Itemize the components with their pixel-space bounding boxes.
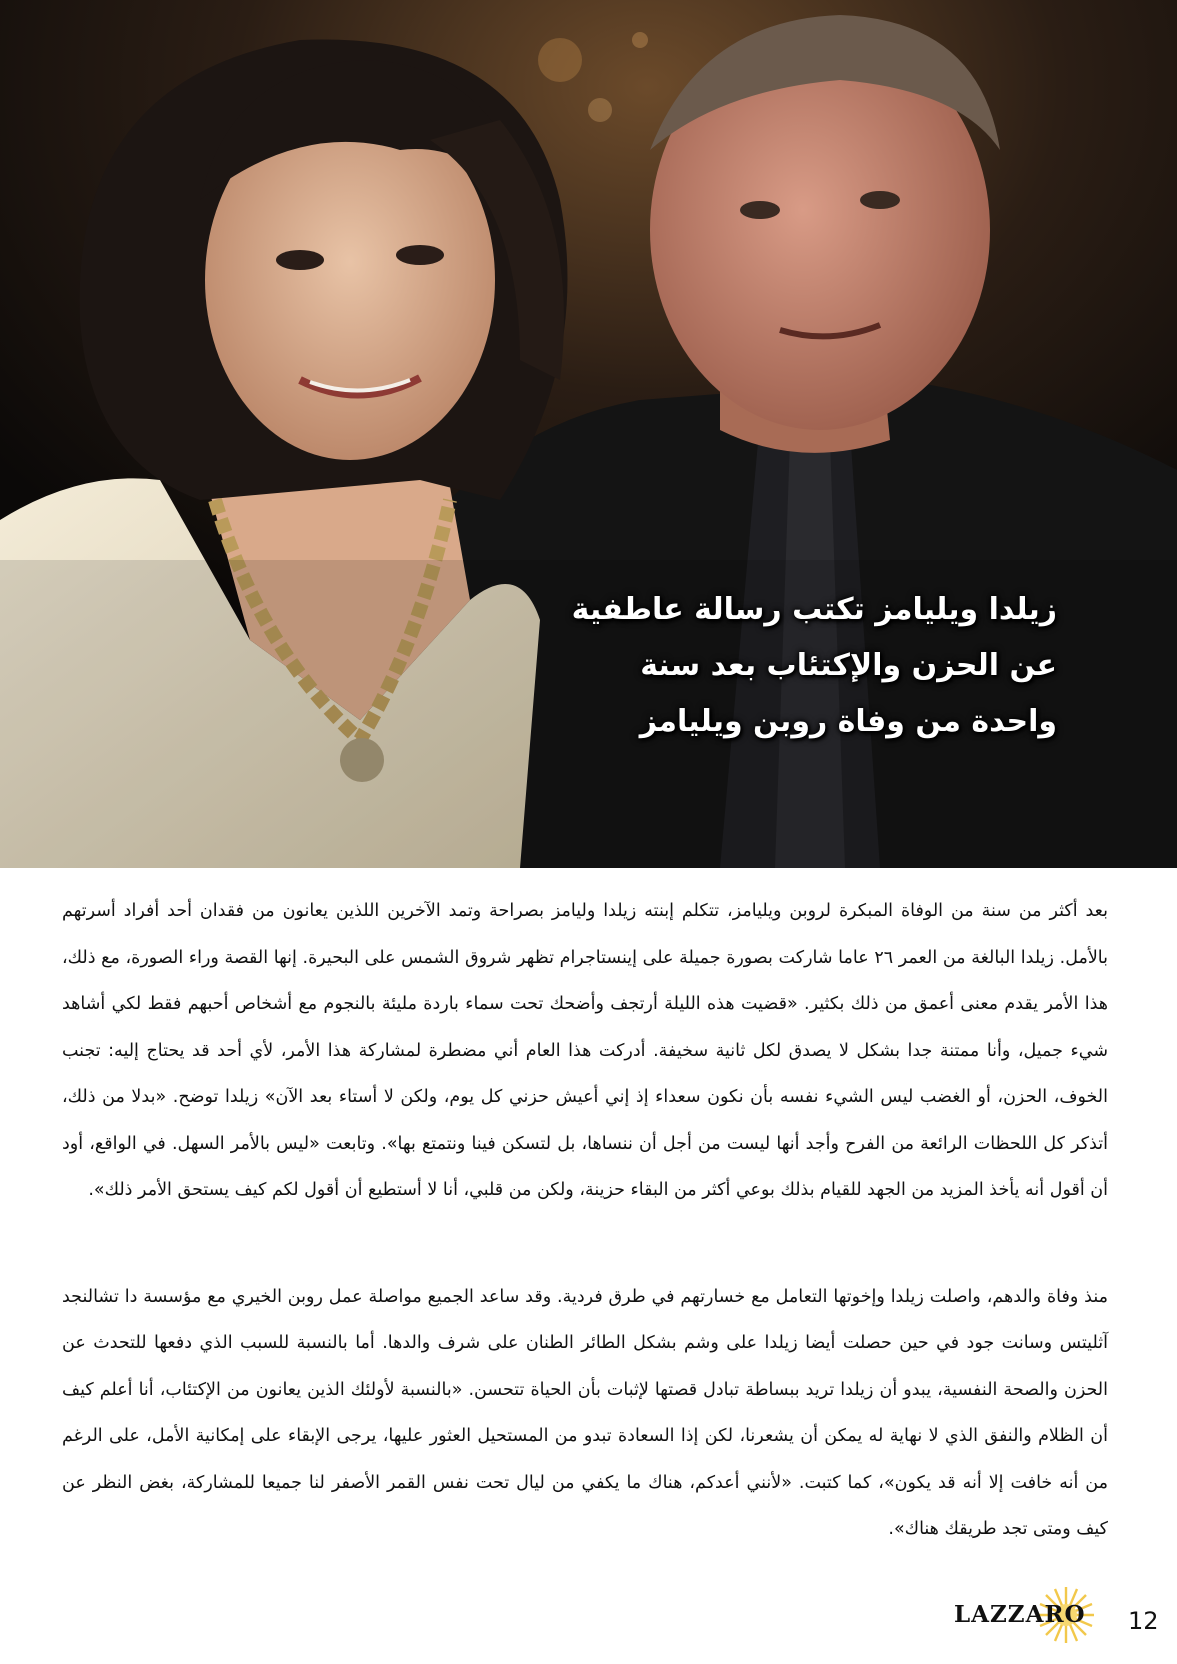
article-body bbox=[62, 888, 1108, 1553]
article-paragraph: منذ وفاة والدهم، واصلت زيلدا وإخوتها التعامل مع خسارتهم في طرق فردية. وقد ساعد الجميع مواصلة عمل روبن الخيري مع مؤسسة دا تشالنجد آثليتس وسانت جود في حين حصلت أيضا زيلدا على وشم بشكل الطائر الطنان على شرف والدها. أما بالنسبة للسبب الذي دفعها للتحدث عن الحزن والصحة النفسية، يبدو أن زيلدا تريد ببساطة تبادل قصتها لإثبات بأن الحياة تتحسن. «بالنسبة لأولئك الذين يعانون من الإكتئاب، أنا أعلم كيف أن الظلام والنفق الذي لا نهاية له يمكن أن يشعرنا، لكن إذا السعادة تبدو من المستحيل العثور عليها، يرجى الإبقاء على إمكانية الأمل، على الرغم من أنه خافت إلا أنه قد يكون»، كما كتبت. «لأنني أعدكم، هناك ما يكفي من ليال تحت نفس القمر الأصفر لنا جميعا للمشاركة، بغض النظر عن كيف ومتى تجد طريقك هناك». bbox=[62, 1286, 1108, 1539]
logo-text: LAZZARO bbox=[954, 1601, 1086, 1628]
page-number: 12 bbox=[1128, 1607, 1159, 1635]
headline-line: واحدة من وفاة روبن ويليامز bbox=[639, 704, 1057, 739]
magazine-logo bbox=[950, 1581, 1100, 1651]
article-headline bbox=[537, 582, 1057, 750]
headline-line: عن الحزن والإكتئاب بعد سنة bbox=[640, 648, 1057, 683]
headline-line: زيلدا ويليامز تكتب رسالة عاطفية bbox=[571, 592, 1057, 627]
article-paragraph: بعد أكثر من سنة من الوفاة المبكرة لروبن ويليامز، تتكلم إبنته زيلدا وليامز بصراحة وتمد الآخرين اللذين يعانون من فقدان أحد أفراد أسرتهم بالأمل. زيلدا البالغة من العمر ٢٦ عاما شاركت بصورة جميلة على إينستاجرام تظهر شروق الشمس على البحيرة. إنها القصة وراء الصورة، مع ذلك، هذا الأمر يقدم معنى أعمق من ذلك بكثير. «قضيت هذه الليلة أرتجف وأضحك تحت سماء باردة مليئة بالنجوم مع أشخاص أحبهم فقط لكي أشاهد شيء جميل، وأنا ممتنة جدا بشكل لا يصدق لكل ثانية سخيفة. أدركت هذا العام أني مضطرة لمشاركة هذا الأمر، لأي أحد قد يحتاج إليه: تجنب الخوف، الحزن، أو الغضب ليس الشيء نفسه بأن نكون سعداء إذ إني أعيش حزني كل يوم، ولكن لا أستاء بعد الآن» زيلدا توضح. «بدلا من ذلك، أتذكر كل اللحظات الرائعة من الفرح وأجد أنها ليست من أجل أن ننساها، بل لتسكن فينا ونتمتع بها». وتابعت «ليس بالأمر السهل. في الواقع، أود أن أقول أنه يأخذ المزيد من الجهد للقيام بذلك بوعي أكثر من البقاء حزينة، ولكن من قلبي، أنا لا أستطيع أن أقول لكم كيف يستحق الأمر ذلك». bbox=[62, 901, 1109, 1200]
